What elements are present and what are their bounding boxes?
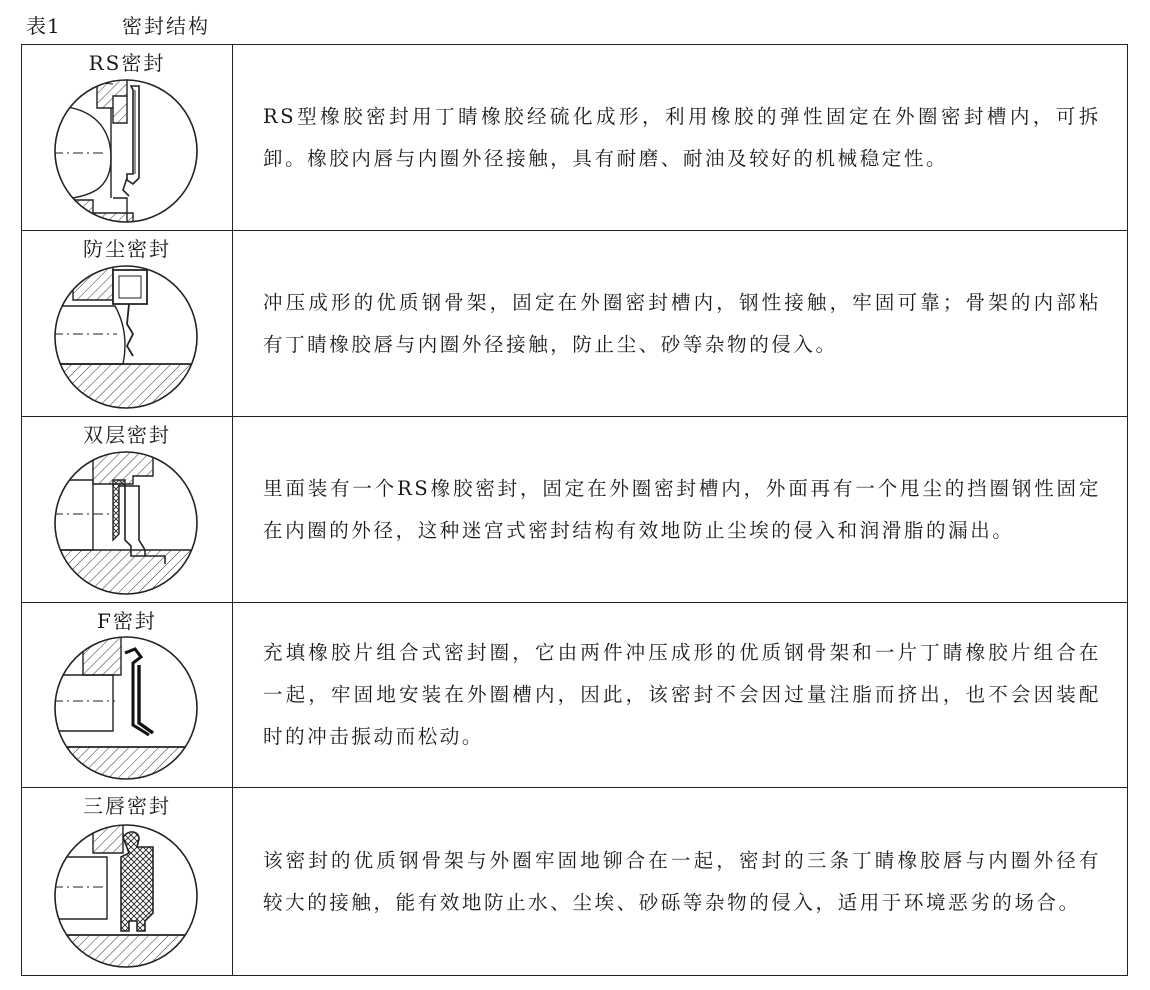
table-row <box>22 603 1127 788</box>
table-row <box>22 417 1127 603</box>
seal-name: F密封 <box>97 609 157 633</box>
seal-image-cell <box>22 231 233 416</box>
seal-image-cell <box>22 788 233 975</box>
table-caption <box>26 10 210 38</box>
triple-lip-seal-diagram <box>53 823 199 969</box>
table-row <box>22 788 1127 975</box>
table-row <box>22 45 1127 231</box>
seal-image-cell <box>22 417 233 602</box>
seal-description-cell <box>233 603 1127 787</box>
seal-description-cell <box>233 45 1127 230</box>
seal-description-cell <box>233 231 1127 416</box>
seal-description: RS型橡胶密封用丁睛橡胶经硫化成形，利用橡胶的弹性固定在外圈密封槽内，可拆卸。橡胶内唇与内圈外径接触，具有耐磨、耐油及较好的机械稳定性。 <box>263 104 1101 170</box>
seal-image-cell <box>22 603 233 787</box>
seal-description: 充填橡胶片组合式密封圈，它由两件冲压成形的优质钢骨架和一片丁睛橡胶片组合在一起，牢固地安装在外圈槽内，因此，该密封不会因过量注脂而挤出，也不会因装配时的冲击振动而松动。 <box>263 641 1101 748</box>
table-number: 表1 <box>26 13 61 38</box>
seal-structure-table <box>21 44 1128 976</box>
seal-description: 该密封的优质钢骨架与外圈牢固地铆合在一起，密封的三条丁睛橡胶唇与内圈外径有较大的接触，能有效地防止水、尘埃、砂砾等杂物的侵入，适用于环境恶劣的场合。 <box>263 848 1101 914</box>
f-seal-diagram <box>53 635 199 781</box>
seal-name: 防尘密封 <box>83 237 171 261</box>
seal-description: 冲压成形的优质钢骨架，固定在外圈密封槽内，钢性接触，牢固可靠；骨架的内部粘有丁睛橡胶唇与内圈外径接触，防止尘、砂等杂物的侵入。 <box>263 290 1101 356</box>
table-title: 密封结构 <box>122 13 210 38</box>
table-row <box>22 231 1127 417</box>
seal-name: 双层密封 <box>83 423 171 447</box>
seal-image-cell <box>22 45 233 230</box>
seal-description-cell <box>233 417 1127 602</box>
seal-name: 三唇密封 <box>83 794 171 818</box>
seal-name: RS密封 <box>88 51 166 75</box>
seal-description: 里面装有一个RS橡胶密封，固定在外圈密封槽内，外面再有一个甩尘的挡圈钢性固定在内圈的外径，这种迷宫式密封结构有效地防止尘埃的侵入和润滑脂的漏出。 <box>263 476 1101 542</box>
dust-seal-diagram <box>53 264 199 410</box>
double-seal-diagram <box>53 450 199 596</box>
seal-description-cell <box>233 788 1127 975</box>
rs-seal-diagram <box>53 78 199 224</box>
